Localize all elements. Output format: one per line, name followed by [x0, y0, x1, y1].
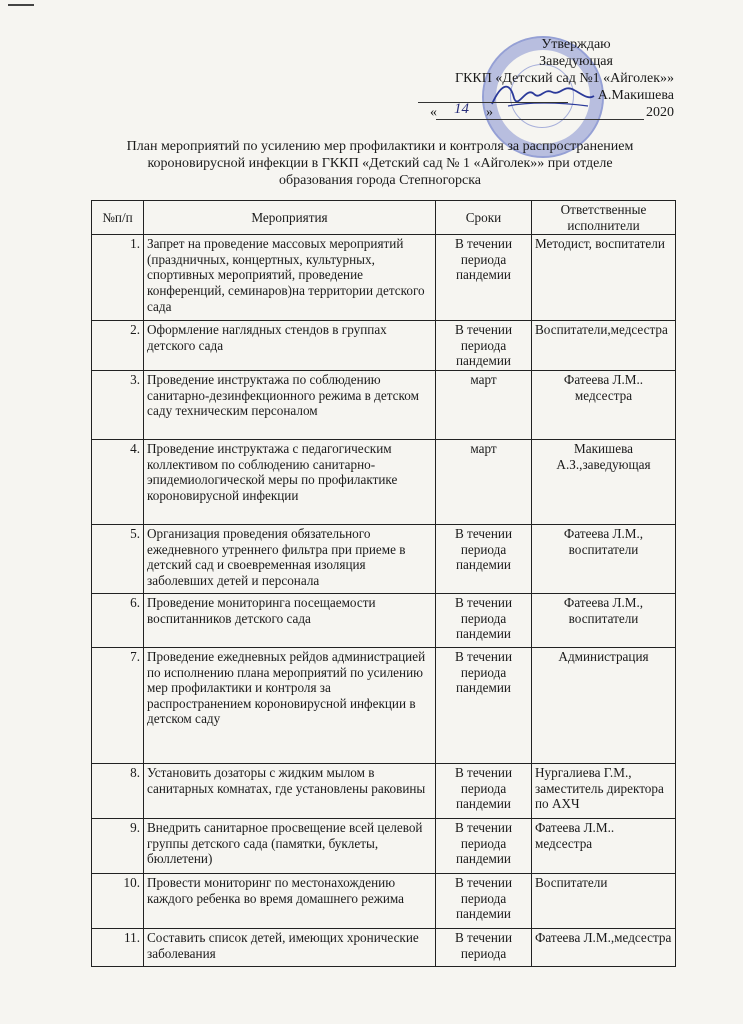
header-activity: Мероприятия [144, 201, 436, 235]
row-number: 11. [92, 928, 144, 966]
row-responsible: Фатеева Л.М.. медсестра [532, 818, 676, 873]
approval-date-row [418, 101, 674, 121]
header-number: №п/п [92, 201, 144, 235]
table-row [92, 818, 676, 873]
measures-table [91, 200, 676, 967]
row-activity: Проведение ежедневных рейдов администрацией по исполнению плана мероприятий по усилению мер профилактики и контроля за распространением короновирусной инфекции в детском саду [144, 647, 436, 763]
row-responsible: Методист, воспитатели [532, 235, 676, 321]
row-number: 5. [92, 524, 144, 593]
row-term: В течении периода пандемии [436, 235, 532, 321]
row-responsible: Фатеева Л.М.. медсестра [532, 370, 676, 439]
row-number: 9. [92, 818, 144, 873]
row-responsible: Фатеева Л.М.,медсестра [532, 928, 676, 966]
table-row [92, 370, 676, 439]
row-term: В течении периода [436, 928, 532, 966]
row-term: В течении периода пандемии [436, 647, 532, 763]
row-term: В течении периода пандемии [436, 524, 532, 593]
row-activity: Проведение инструктажа с педагогическим коллективом по соблюдению санитарно-эпидемиологической меры по профилактике короновирусной инфекции [144, 439, 436, 524]
row-responsible: Воспитатели [532, 873, 676, 928]
row-activity: Проведение мониторинга посещаемости воспитанников детского сада [144, 593, 436, 647]
table-row [92, 928, 676, 966]
signature-line [418, 102, 568, 103]
row-activity: Провести мониторинг по местонахождению каждого ребенка во время домашнего режима [144, 873, 436, 928]
table-row [92, 524, 676, 593]
row-responsible: Макишева А.З.,заведующая [532, 439, 676, 524]
row-activity: Запрет на проведение массовых мероприятий (праздничных, концертных, культурных, спортивных мероприятий, проведение конференций, семинаров)на территории детского сада [144, 235, 436, 321]
row-number: 8. [92, 763, 144, 818]
row-activity: Организация проведения обязательного ежедневного утреннего фильтра при приеме в детский сад и своевременная изоляция заболевших детей и персонала [144, 524, 436, 593]
row-responsible: Администрация [532, 647, 676, 763]
date-day: 14 [454, 101, 469, 117]
row-number: 6. [92, 593, 144, 647]
row-term: В течении периода пандемии [436, 873, 532, 928]
date-line [436, 119, 644, 120]
row-number: 2. [92, 321, 144, 371]
row-activity: Внедрить санитарное просвещение всей целевой группы детского сада (памятки, буклеты, бюллетени) [144, 818, 436, 873]
row-responsible: Фатеева Л.М., воспитатели [532, 524, 676, 593]
row-responsible: Фатеева Л.М., воспитатели [532, 593, 676, 647]
row-responsible: Нургалиева Г.М., заместитель директора по АХЧ [532, 763, 676, 818]
row-term: март [436, 439, 532, 524]
document-title [100, 138, 660, 189]
header-term: Сроки [436, 201, 532, 235]
header-responsible: Ответственные исполнители [532, 201, 676, 235]
approval-name: А.Макишева [597, 88, 674, 103]
table-row [92, 593, 676, 647]
title-line-1: План мероприятий по усилению мер профилактики и контроля за распространением [126, 139, 634, 154]
row-term: В течении периода пандемии [436, 321, 532, 371]
row-activity: Оформление наглядных стендов в группах детского сада [144, 321, 436, 371]
table-row [92, 235, 676, 321]
approval-approve: Утверждаю [541, 37, 611, 52]
table-header-row [92, 201, 676, 235]
row-activity: Составить список детей, имеющих хронические заболевания [144, 928, 436, 966]
date-year: 2020 [646, 105, 674, 120]
row-activity: Проведение инструктажа по соблюдению санитарно-дезинфекционного режима в детском саду техническим персоналом [144, 370, 436, 439]
scan-edge-mark [8, 4, 34, 6]
table-row [92, 439, 676, 524]
title-line-3: образования города Степногорска [278, 173, 482, 188]
row-number: 10. [92, 873, 144, 928]
row-term: март [436, 370, 532, 439]
row-number: 4. [92, 439, 144, 524]
row-term: В течении периода пандемии [436, 818, 532, 873]
approval-organization: ГККП «Детский сад №1 «Айголек»» [455, 71, 674, 86]
row-activity: Установить дозаторы с жидким мылом в санитарных комнатах, где установлены раковины [144, 763, 436, 818]
row-term: В течении периода пандемии [436, 593, 532, 647]
title-line-2: короновирусной инфекции в ГККП «Детский сад № 1 «Айголек»» при отделе [147, 156, 613, 171]
row-number: 3. [92, 370, 144, 439]
date-close-quote: » [486, 105, 493, 120]
date-open-quote: « [430, 105, 437, 120]
approval-block [418, 36, 674, 121]
table-row [92, 763, 676, 818]
table-row [92, 647, 676, 763]
row-number: 1. [92, 235, 144, 321]
row-term: В течении периода пандемии [436, 763, 532, 818]
table-row [92, 321, 676, 371]
table-row [92, 873, 676, 928]
approval-position: Заведующая [539, 54, 613, 69]
row-responsible: Воспитатели,медсестра [532, 321, 676, 371]
row-number: 7. [92, 647, 144, 763]
